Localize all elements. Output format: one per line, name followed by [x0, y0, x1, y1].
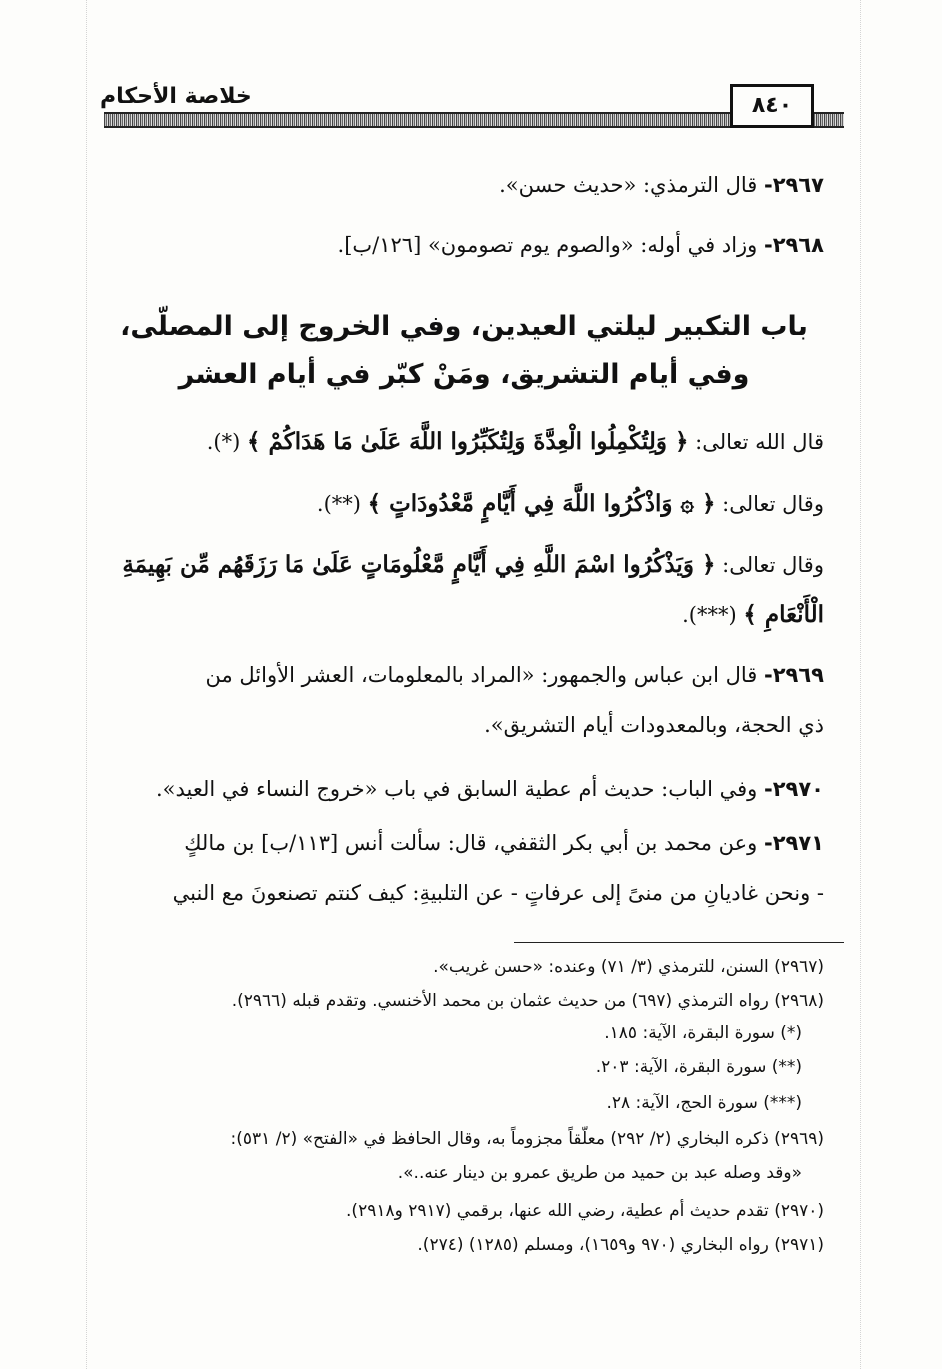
guide-line: [86, 0, 87, 1369]
quran-quote-1: [104, 415, 824, 469]
running-title: خلاصة الأحكام: [100, 84, 252, 109]
ayah-text: ﴿ وَلِتُكْمِلُوا الْعِدَّةَ وَلِتُكَبِّرُوا اللَّهَ عَلَىٰ مَا هَدَاكُمْ ﴾: [246, 428, 689, 455]
hadith-text: قال ابن عباس والجمهور: «المراد بالمعلومات، العشر الأوائل من: [205, 663, 758, 687]
page-number: ٨٤٠: [730, 84, 814, 128]
footnote: (٢٩٦٧) السنن، للترمذي (٣/ ٧١) وعنده: «حسن غريب».: [433, 957, 824, 977]
hadith-number: ٢٩٧١-: [764, 831, 824, 855]
hadith-text: قال الترمذي: «حديث حسن».: [499, 173, 758, 197]
footnote: (٢٩٧٠) تقدم حديث أم عطية، رضي الله عنها، برقمي (٢٩١٧ و٢٩١٨).: [346, 1201, 824, 1221]
ayah-text: ﴿ وَيَذْكُرُوا اسْمَ اللَّهِ فِي أَيَّامٍ مَّعْلُومَاتٍ عَلَىٰ مَا رَزَقَهُم مِّن بَهِيمَةِ: [122, 551, 716, 578]
footnote-marker: (***).: [682, 603, 737, 627]
footnote: (**) سورة البقرة، الآية: ٢٠٣.: [595, 1057, 802, 1077]
hadith-text: ذي الحجة، وبالمعدودات أيام التشريق».: [484, 713, 824, 737]
footnote: (٢٩٧١) رواه البخاري (٩٧٠ و١٦٥٩)، ومسلم (١٢٨٥) (٢٧٤).: [417, 1235, 824, 1255]
quran-quote-2: [104, 477, 824, 531]
hadith-number: ٢٩٦٨-: [764, 233, 824, 257]
hadith-text: - ونحن غاديانِ من منىً إلى عرفاتٍ - عن التلبيةِ: كيف كنتم تصنعونَ مع النبي: [172, 881, 824, 905]
footnote: (٢٩٦٨) رواه الترمذي (٦٩٧) من حديث عثمان بن محمد الأخنسي. وتقدم قبله (٢٩٦٦).: [231, 991, 824, 1011]
hadith-2968: [104, 218, 824, 272]
hadith-number: ٢٩٦٩-: [764, 663, 824, 687]
footnote: (٢٩٦٩) ذكره البخاري (٢/ ٢٩٢) معلّقاً مجزوماً به، وقال الحافظ في «الفتح» (٢/ ٥٣١):: [230, 1129, 824, 1149]
guide-line: [860, 0, 861, 1369]
chapter-heading-line: وفي أيام التشريق، ومَنْ كبّر في أيام العشر: [178, 359, 750, 390]
hadith-text: وعن محمد بن أبي بكر الثقفي، قال: سألت أنس [١١٣/ب] بن مالكٍ: [184, 831, 758, 855]
footnote-marker: (**).: [316, 492, 361, 516]
footnote: (***) سورة الحج، الآية: ٢٨.: [606, 1093, 802, 1113]
quote-intro: وقال تعالى:: [722, 492, 824, 516]
chapter-heading: [104, 303, 824, 399]
quote-intro: قال الله تعالى:: [695, 430, 824, 454]
hadith-2970: [104, 762, 824, 816]
footnote: «وقد وصله عبد بن حميد من طريق عمرو بن دينار عنه..».: [397, 1163, 802, 1183]
hadith-number: ٢٩٦٧-: [764, 173, 824, 197]
hadith-2969: [104, 650, 824, 750]
quote-intro: وقال تعالى:: [722, 553, 824, 577]
ayah-text: ﴿ ۞ وَاذْكُرُوا اللَّهَ فِي أَيَّامٍ مَّعْدُودَاتٍ ﴾: [367, 490, 716, 517]
hadith-text: وفي الباب: حديث أم عطية السابق في باب «خروج النساء في العيد».: [155, 777, 758, 801]
hadith-2967: [104, 158, 824, 212]
footnote-separator: [514, 942, 844, 943]
ayah-text: الْأَنْعَامِ ﴾: [743, 601, 824, 628]
hadith-2971: [104, 818, 824, 918]
hadith-text: وزاد في أوله: «والصوم يوم تصومون» [١٢٦/ب].: [337, 233, 758, 257]
chapter-heading-line: باب التكبير ليلتي العيدين، وفي الخروج إلى المصلّى،: [120, 311, 808, 342]
quran-quote-3: [104, 540, 824, 640]
footnote-marker: (*).: [206, 430, 241, 454]
hadith-number: ٢٩٧٠-: [764, 777, 824, 801]
footnote: (*) سورة البقرة، الآية: ١٨٥.: [604, 1023, 802, 1043]
